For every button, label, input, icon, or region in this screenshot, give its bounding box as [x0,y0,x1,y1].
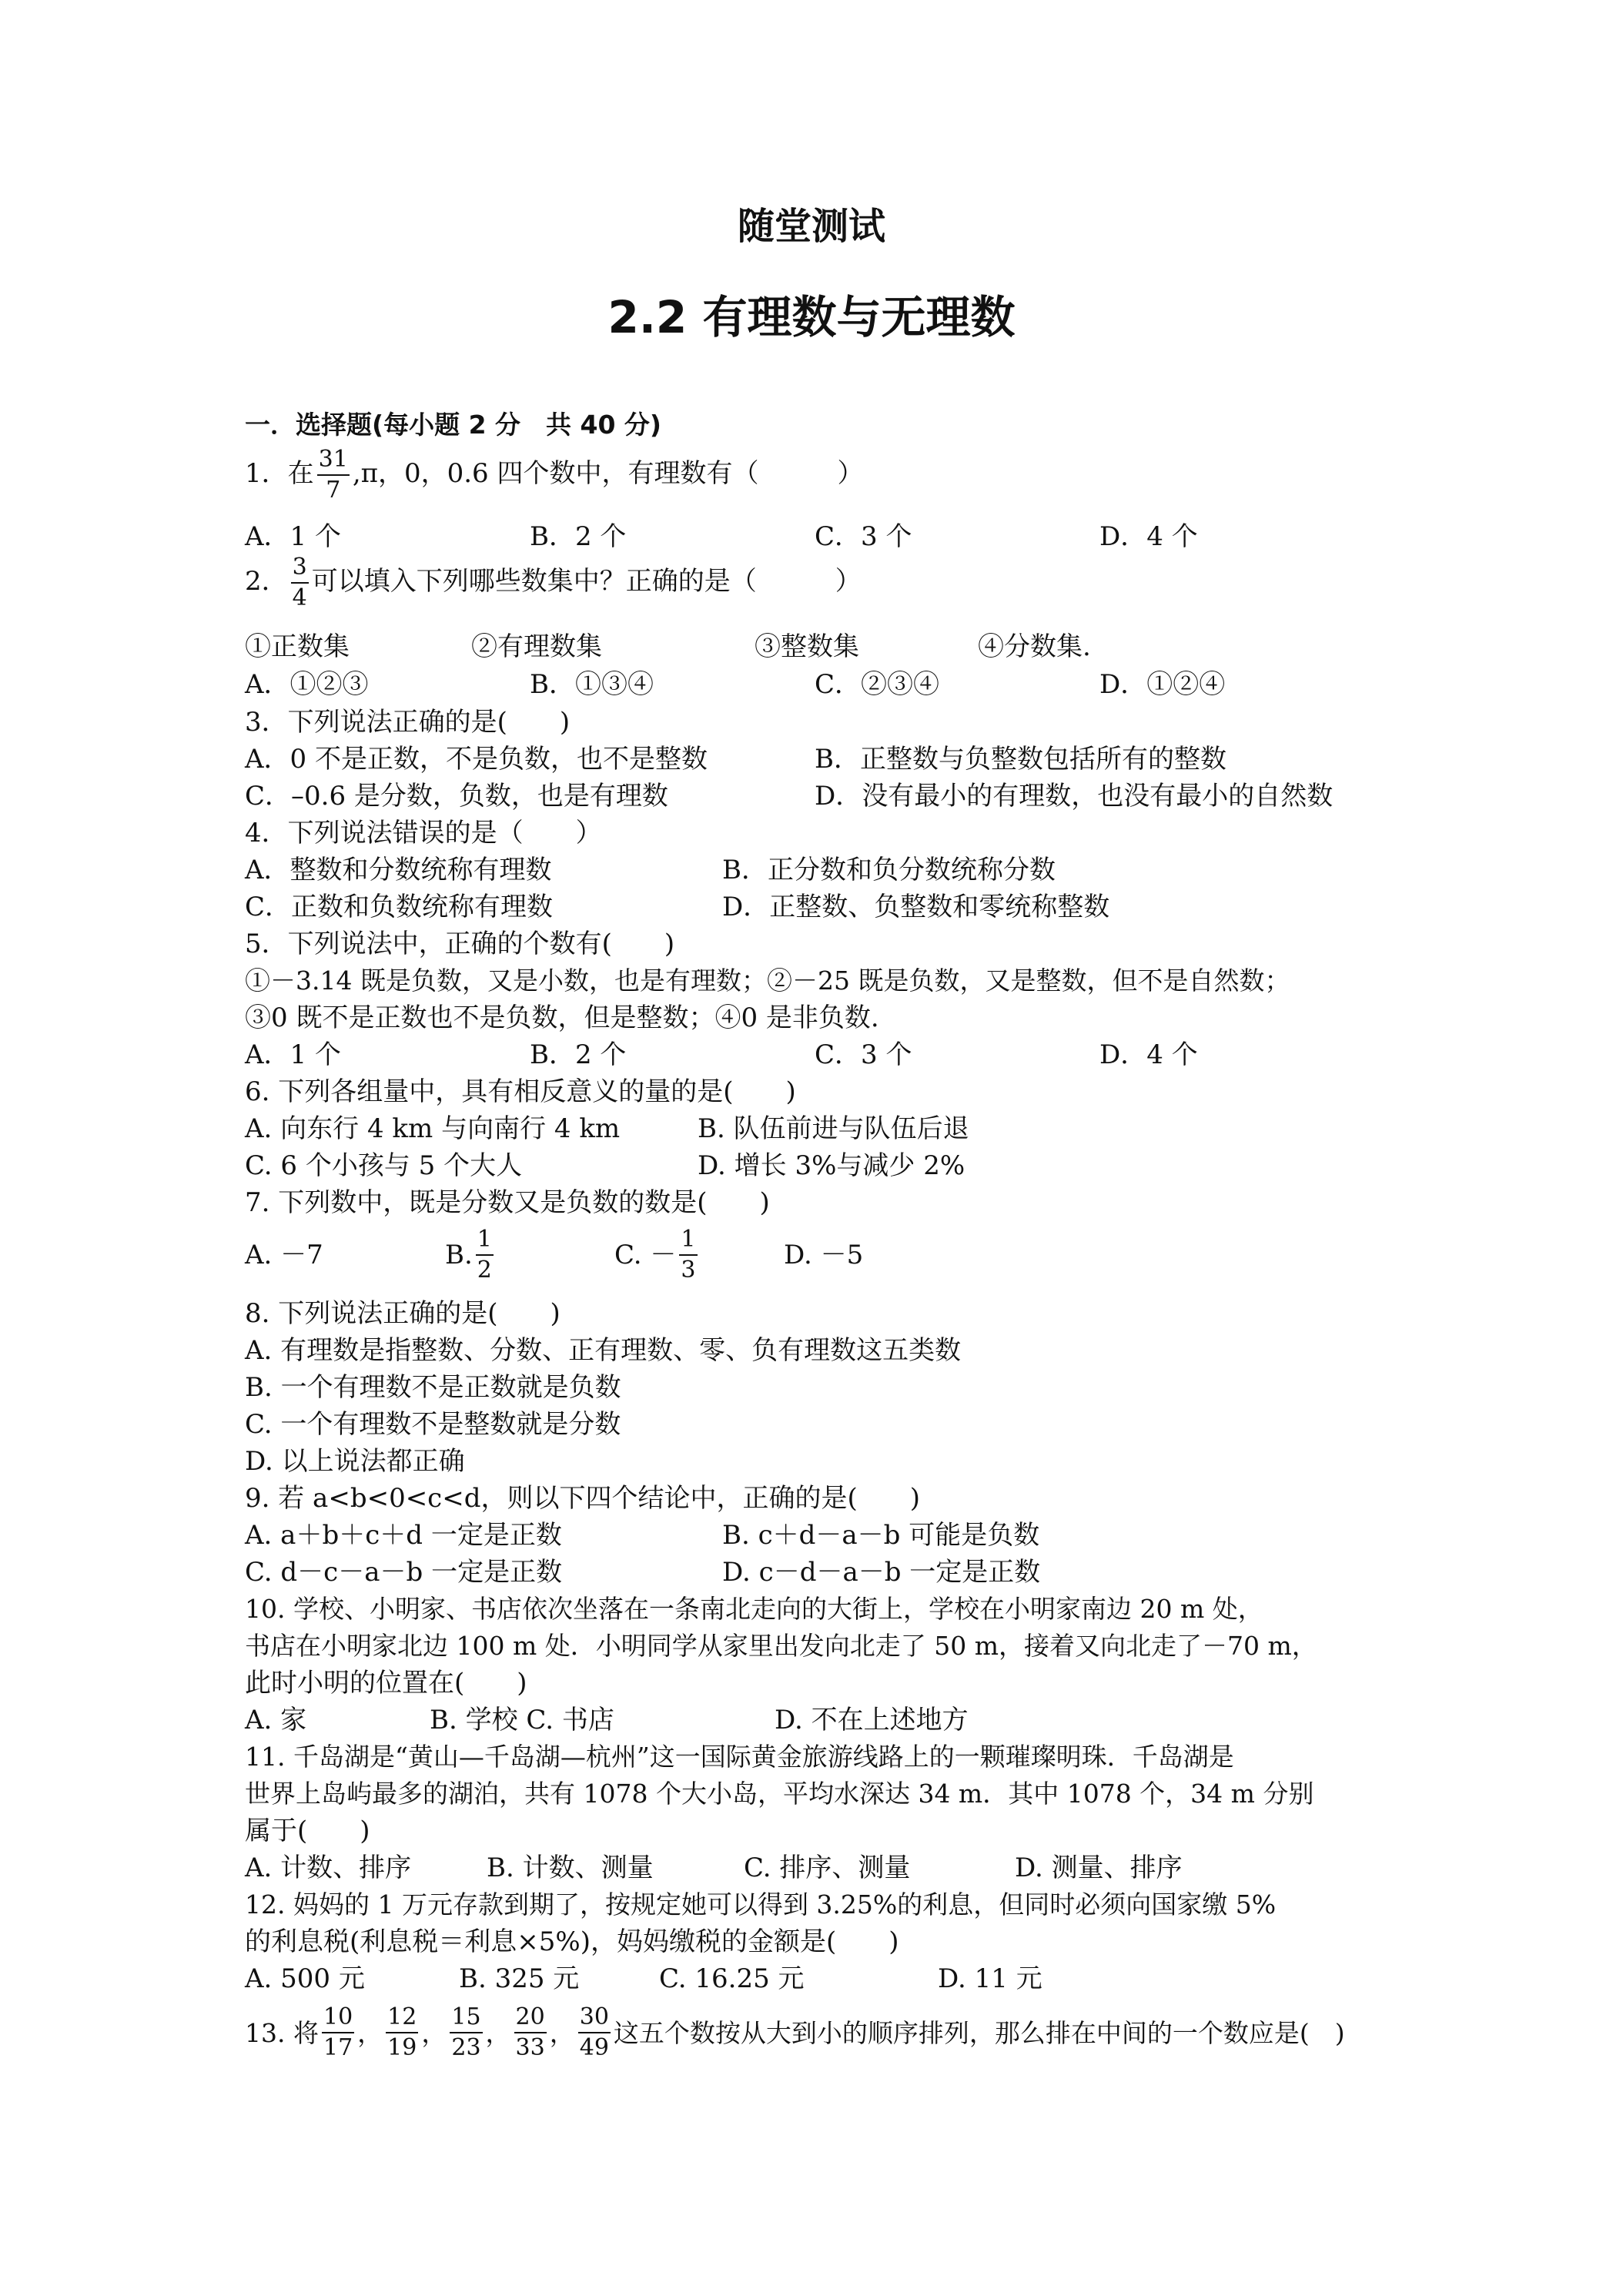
q11-option-c: C. 排序、测量 [744,1853,911,1883]
section-heading: 一．选择题(每小题 2 分 共 40 分) [245,410,662,440]
question-3-stem: 3．下列说法正确的是( ) [245,707,571,738]
q6-option-c: C. 6 个小孩与 5 个大人 [245,1150,523,1181]
q3-option-c: C．–0.6 是分数，负数，也是有理数 [245,781,668,812]
q4-option-d: D．正整数、负整数和零统称整数 [722,892,1110,922]
q13-f5-numerator: 30 [578,2006,611,2033]
q1-tail: ,π，0，0.6 四个数中，有理数有（ ） [352,458,864,489]
q7-option-c-label: C. － [614,1240,677,1270]
q2-option-d: D．①②④ [1099,669,1226,700]
q5-option-c: C．3 个 [815,1039,912,1070]
q2-set-3: ③整数集 [755,631,859,662]
q7-c-denominator: 3 [681,1257,696,1284]
q13-f3-numerator: 15 [450,2006,482,2033]
q13-lead: 13. 将 [245,2017,319,2048]
q8-option-c: C. 一个有理数不是整数就是分数 [245,1409,621,1440]
q13-f5-denominator: 49 [579,2034,609,2061]
q12-option-b: B. 325 元 [459,1963,580,1994]
question-2-stem [245,556,862,610]
question-10-line-1: 10. 学校、小明家、书店依次坐落在一条南北走向的大街上，学校在小明家南边 20 m 处， [245,1594,1263,1624]
q2-set-4: ④分数集. [978,631,1091,662]
q13-f3-denominator: 23 [451,2034,481,2061]
q9-option-c: C. d－c－a－b 一定是正数 [245,1557,563,1588]
q1-fraction-numerator: 31 [317,448,350,476]
q1-option-c: C．3 个 [815,521,912,552]
q4-option-c: C．正数和负数统称有理数 [245,892,554,922]
q9-option-a: A. a＋b＋c＋d 一定是正数 [245,1520,562,1551]
question-7-stem: 7. 下列数中，既是分数又是负数的数是( ) [245,1187,770,1218]
q5-statement-line-1: ①－3.14 既是负数，又是小数，也是有理数；②－25 既是负数，又是整数，但不是自然数； [245,966,1290,996]
q13-f2-denominator: 19 [387,2034,417,2061]
q13-f1-numerator: 10 [322,2006,354,2033]
question-10-line-2: 书店在小明家北边 100 m 处．小明同学从家里出发向北走了 50 m，接着又向北走了－70 m， [245,1631,1317,1661]
q7-option-c [614,1224,701,1286]
q13-separator: ， [421,2017,447,2048]
q13-fraction-2 [386,2003,418,2061]
q7-b-denominator: 2 [477,1257,492,1284]
q2-fraction-denominator: 4 [292,584,307,611]
q13-separator: ， [357,2017,383,2048]
q13-f4-denominator: 33 [515,2034,545,2061]
q1-fraction-denominator: 7 [326,477,341,504]
q2-fraction-numerator: 3 [291,556,309,584]
question-10-line-3: 此时小明的位置在( ) [245,1668,527,1699]
question-6-stem: 6. 下列各组量中，具有相反意义的量的是( ) [245,1076,796,1107]
question-12-line-1: 12. 妈妈的 1 万元存款到期了，按规定她可以得到 3.25%的利息，但同时必须向国家缴 5% [245,1889,1277,1919]
q12-option-c: C. 16.25 元 [659,1963,805,1994]
q2-lead: 2． [245,566,288,597]
q1-option-d: D．4 个 [1099,521,1198,552]
q13-f2-numerator: 12 [386,2006,418,2033]
q6-option-a: A. 向东行 4 km 与向南行 4 km [245,1113,621,1144]
question-12-line-2: 的利息税(利息税＝利息×5%)，妈妈缴税的金额是( ) [245,1926,899,1957]
q5-option-b: B．2 个 [530,1039,627,1070]
q2-fraction [291,556,309,610]
q1-fraction [317,448,350,502]
q7-option-d: D. －5 [784,1240,864,1270]
q3-option-a: A．0 不是正数，不是负数，也不是整数 [245,744,708,775]
q13-fraction-4 [514,2003,547,2061]
question-11-line-3: 属于( ) [245,1816,370,1846]
q13-fraction-5 [578,2003,611,2061]
question-8-stem: 8. 下列说法正确的是( ) [245,1298,561,1329]
q5-option-d: D．4 个 [1099,1039,1198,1070]
q2-option-b: B．①③④ [530,669,654,700]
q13-f4-numerator: 20 [514,2006,547,2033]
q10-option-b: B. 学校 C. 书店 [430,1705,614,1735]
q7-b-numerator: 1 [476,1228,494,1256]
q6-option-b: B. 队伍前进与队伍后退 [698,1113,969,1144]
question-13-stem [245,2000,1345,2065]
q7-option-a: A. －7 [245,1240,323,1270]
page-title: 随堂测试 [737,205,885,248]
question-11-line-1: 11. 千岛湖是“黄山—千岛湖—杭州”这一国际黄金旅游线路上的一颗璀璨明珠．千岛湖是 [245,1742,1234,1772]
q12-option-a: A. 500 元 [245,1963,365,1994]
q2-option-a: A．①②③ [245,669,369,700]
q5-option-a: A．1 个 [245,1039,341,1070]
q7-c-numerator: 1 [679,1228,697,1256]
q7-option-b-label: B. [445,1240,473,1270]
q1-option-b: B．2 个 [530,521,627,552]
q13-separator: ， [549,2017,575,2048]
q10-option-d: D. 不在上述地方 [775,1705,969,1735]
q10-option-a: A. 家 [245,1705,307,1735]
q8-option-b: B. 一个有理数不是正数就是负数 [245,1372,621,1403]
q2-set-2: ②有理数集 [471,631,602,662]
q3-option-b: B．正整数与负整数包括所有的整数 [815,744,1226,775]
q2-set-1: ①正数集 [245,631,350,662]
page-subtitle: 2.2 有理数与无理数 [607,291,1016,343]
q13-fraction-1 [322,2003,354,2061]
q8-option-d: D. 以上说法都正确 [245,1446,465,1477]
q6-option-d: D. 增长 3%与减少 2% [698,1150,965,1181]
q13-f1-denominator: 17 [323,2034,353,2061]
q9-option-b: B. c＋d－a－b 可能是负数 [722,1520,1040,1551]
q9-option-d: D. c－d－a－b 一定是正数 [722,1557,1041,1588]
q2-tail: 可以填入下列哪些数集中？正确的是（ ） [311,566,862,597]
q8-option-a: A. 有理数是指整数、分数、正有理数、零、负有理数这五类数 [245,1335,962,1366]
q12-option-d: D. 11 元 [938,1963,1042,1994]
q13-separator: ， [485,2017,511,2048]
q7-option-b [445,1224,497,1286]
q11-option-b: B. 计数、测量 [487,1853,654,1883]
q5-statement-line-2: ③0 既不是正数也不是负数，但是整数；④0 是非负数. [245,1002,879,1033]
q11-option-a: A. 计数、排序 [245,1853,412,1883]
q4-option-b: B．正分数和负分数统称分数 [722,855,1056,885]
question-5-stem: 5．下列说法中，正确的个数有( ) [245,929,675,959]
q2-option-c: C．②③④ [815,669,940,700]
question-11-line-2: 世界上岛屿最多的湖泊，共有 1078 个大小岛，平均水深达 34 m．其中 1078 个，34 m 分别 [245,1779,1314,1809]
q13-fraction-3 [450,2003,482,2061]
q13-tail: 这五个数按从大到小的顺序排列，那么排在中间的一个数应是( ) [613,2017,1345,2048]
q4-option-a: A．整数和分数统称有理数 [245,855,552,885]
question-4-stem: 4．下列说法错误的是（ ） [245,818,602,848]
q3-option-d: D．没有最小的有理数，也没有最小的自然数 [815,781,1334,812]
q1-option-a: A．1 个 [245,521,341,552]
q7-option-c-fraction [679,1228,697,1282]
q11-option-d: D. 测量、排序 [1015,1853,1183,1883]
q1-lead: 1．在 [245,458,314,489]
question-1-stem [245,448,864,502]
question-9-stem: 9. 若 a<b<0<c<d，则以下四个结论中，正确的是( ) [245,1483,921,1514]
q7-option-b-fraction [476,1228,494,1282]
